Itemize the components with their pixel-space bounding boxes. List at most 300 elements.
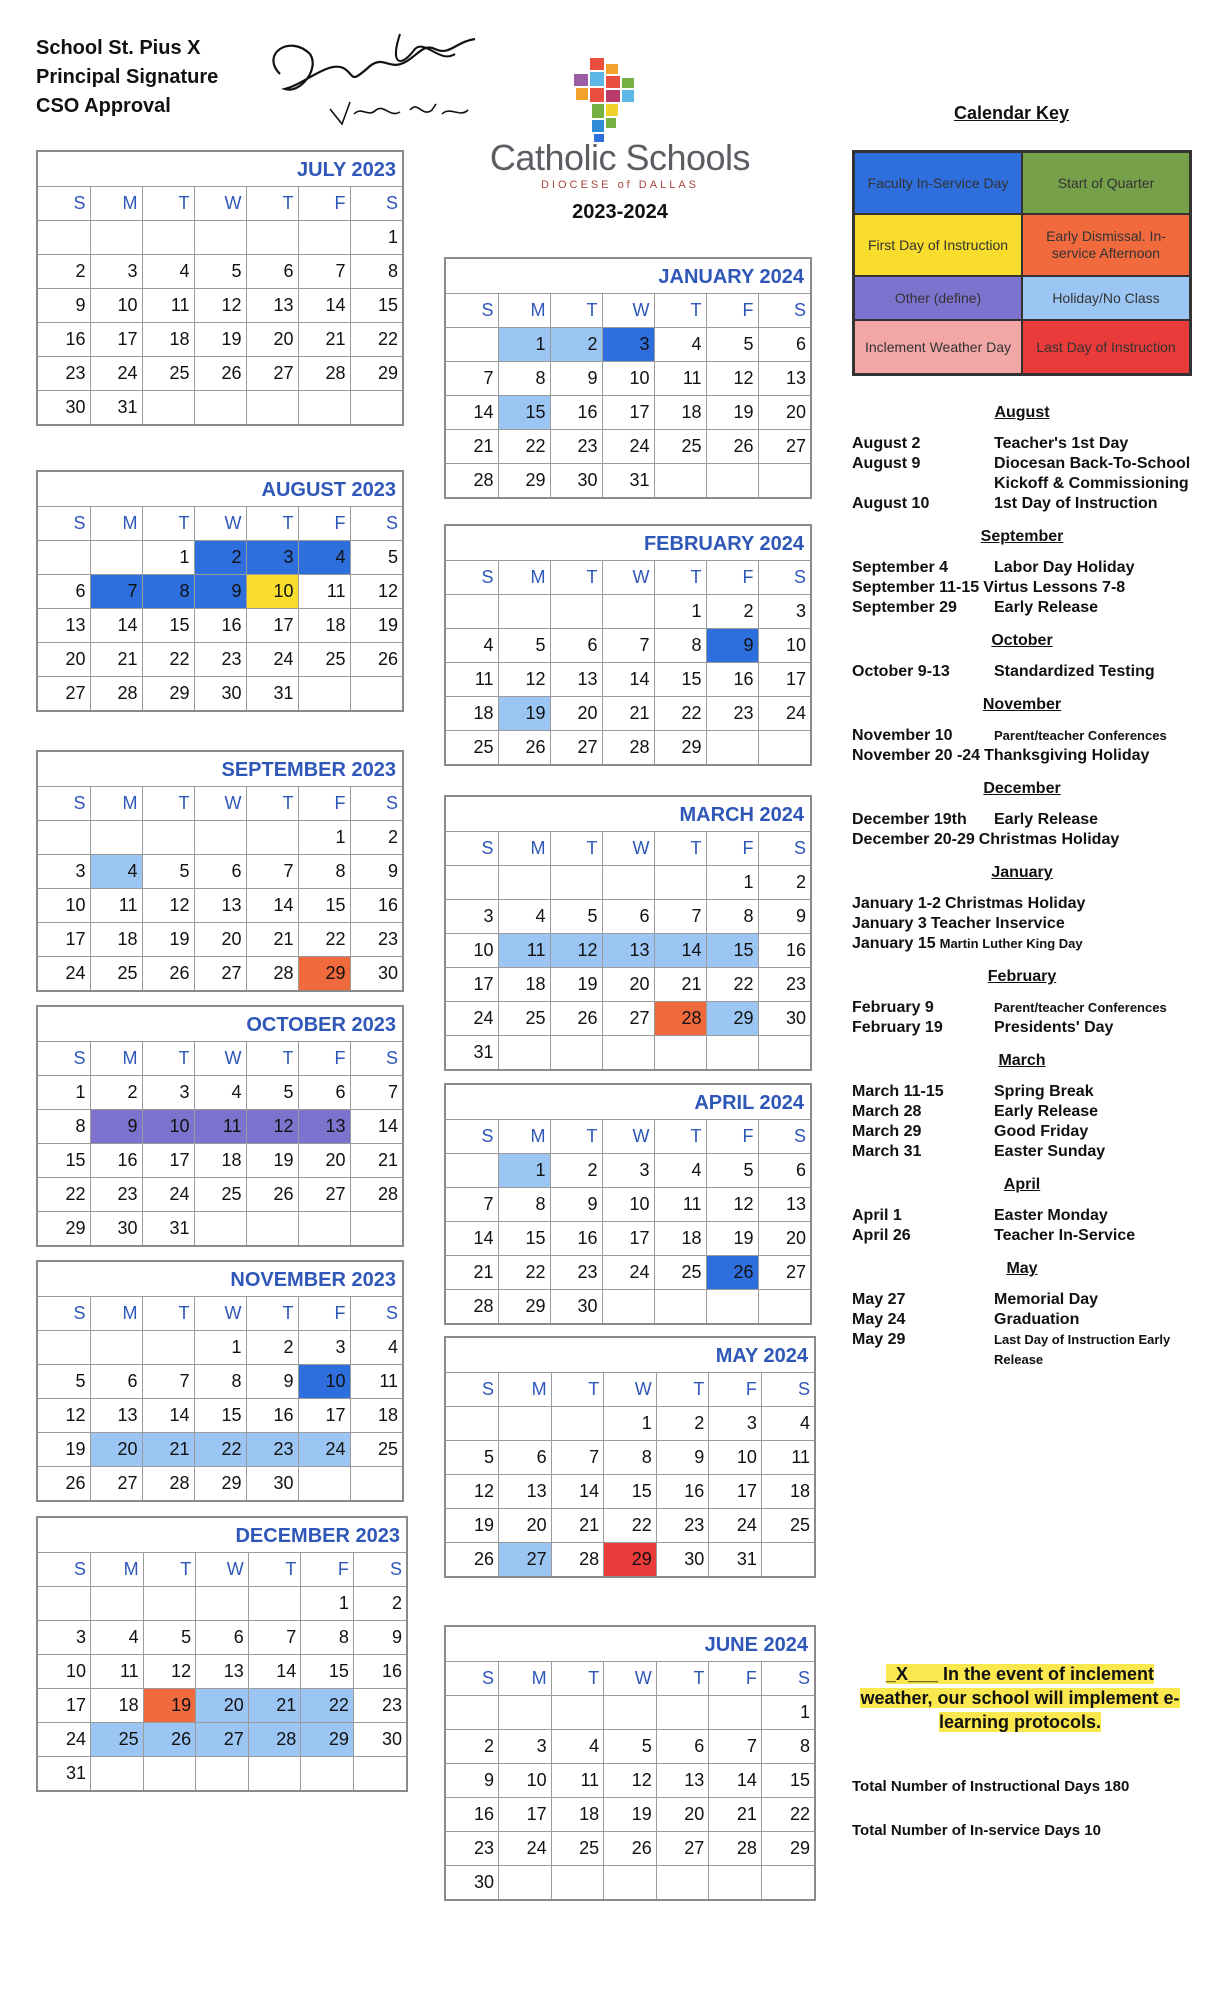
event-text: Labor Day Holiday <box>994 559 1135 576</box>
day-cell: 7 <box>248 1621 301 1655</box>
day-cell: 28 <box>90 677 142 711</box>
day-cell: 16 <box>550 1222 602 1256</box>
day-cell: 26 <box>706 1256 758 1290</box>
empty-cell <box>604 1866 657 1900</box>
weekday-header: S <box>446 1662 499 1696</box>
brand-name: Catholic Schools <box>489 137 751 178</box>
weekday-header: S <box>758 832 810 866</box>
day-cell: 1 <box>761 1696 814 1730</box>
day-cell: 6 <box>499 1441 552 1475</box>
day-cell: 19 <box>350 609 402 643</box>
weekday-header: T <box>246 187 298 221</box>
day-cell: 13 <box>90 1399 142 1433</box>
day-cell: 9 <box>550 362 602 396</box>
event-row <box>852 1102 1192 1122</box>
day-cell: 9 <box>350 855 402 889</box>
event-text: Graduation <box>994 1311 1080 1328</box>
empty-cell <box>498 866 550 900</box>
empty-cell <box>498 1036 550 1070</box>
weekday-header: T <box>654 294 706 328</box>
day-cell: 7 <box>350 1076 402 1110</box>
empty-cell <box>91 1757 144 1791</box>
day-cell: 23 <box>550 1256 602 1290</box>
empty-cell <box>38 541 90 575</box>
school-year: 2023-2024 <box>572 201 668 223</box>
day-cell: 28 <box>654 1002 706 1036</box>
empty-cell <box>498 595 550 629</box>
day-cell: 4 <box>446 629 498 663</box>
event-row <box>852 454 1192 494</box>
day-cell: 12 <box>550 934 602 968</box>
empty-cell <box>446 1154 498 1188</box>
day-cell: 20 <box>38 643 90 677</box>
day-cell: 11 <box>194 1110 246 1144</box>
day-cell: 29 <box>194 1467 246 1501</box>
event-text: Diocesan Back-To-School Kickoff & Commissioning <box>994 455 1191 492</box>
day-cell: 11 <box>761 1441 814 1475</box>
day-cell: 24 <box>38 1723 91 1757</box>
empty-cell <box>499 1407 552 1441</box>
day-cell: 30 <box>90 1212 142 1246</box>
day-cell: 2 <box>656 1407 709 1441</box>
weekday-header: W <box>602 832 654 866</box>
day-cell: 22 <box>142 643 194 677</box>
weekday-header: S <box>761 1662 814 1696</box>
weekday-header: S <box>350 787 402 821</box>
day-cell: 19 <box>498 697 550 731</box>
day-cell: 11 <box>91 1655 144 1689</box>
month-title: NOVEMBER 2023 <box>38 1262 402 1297</box>
month-title: OCTOBER 2023 <box>38 1007 402 1042</box>
weekday-header: T <box>246 1042 298 1076</box>
event-month-heading: November <box>982 696 1062 713</box>
day-cell: 27 <box>499 1543 552 1577</box>
day-cell: 23 <box>350 923 402 957</box>
day-cell: 25 <box>654 430 706 464</box>
day-cell: 26 <box>446 1543 499 1577</box>
empty-cell <box>654 464 706 498</box>
event-row <box>852 434 1192 454</box>
day-cell: 3 <box>499 1730 552 1764</box>
weekday-header: T <box>654 1120 706 1154</box>
empty-cell <box>654 866 706 900</box>
day-cell: 23 <box>656 1509 709 1543</box>
calendar-january-2024 <box>444 257 812 499</box>
day-cell: 11 <box>90 889 142 923</box>
empty-cell <box>194 821 246 855</box>
day-cell: 9 <box>758 900 810 934</box>
day-cell: 17 <box>602 1222 654 1256</box>
day-cell: 7 <box>446 1188 498 1222</box>
signature-graphic <box>250 14 490 134</box>
day-cell: 11 <box>298 575 350 609</box>
day-cell: 30 <box>550 1290 602 1324</box>
day-cell: 1 <box>604 1407 657 1441</box>
day-cell: 15 <box>298 889 350 923</box>
day-cell: 30 <box>194 677 246 711</box>
day-cell: 26 <box>142 957 194 991</box>
day-cell: 31 <box>602 464 654 498</box>
event-date: November 10 <box>852 727 953 744</box>
weekday-header: S <box>38 507 90 541</box>
day-cell: 9 <box>353 1621 406 1655</box>
weekday-header: M <box>91 1553 144 1587</box>
day-cell: 22 <box>350 323 402 357</box>
day-cell: 13 <box>298 1110 350 1144</box>
day-cell: 1 <box>498 328 550 362</box>
day-cell: 11 <box>654 1188 706 1222</box>
day-cell: 31 <box>90 391 142 425</box>
event-month-heading: December <box>983 780 1061 797</box>
empty-cell <box>194 1212 246 1246</box>
day-cell: 4 <box>551 1730 604 1764</box>
day-cell: 6 <box>246 255 298 289</box>
empty-cell <box>709 1696 762 1730</box>
weekday-header: F <box>706 561 758 595</box>
day-cell: 2 <box>550 328 602 362</box>
month-title: JANUARY 2024 <box>446 259 810 294</box>
day-cell: 20 <box>499 1509 552 1543</box>
empty-cell <box>550 1036 602 1070</box>
event-text: Standardized Testing <box>994 663 1155 680</box>
day-cell: 30 <box>350 957 402 991</box>
day-cell: 4 <box>194 1076 246 1110</box>
day-cell: 24 <box>90 357 142 391</box>
event-text: Parent/teacher Conferences <box>994 1000 1167 1015</box>
weekday-header: T <box>246 787 298 821</box>
weekday-header: S <box>758 1120 810 1154</box>
day-cell: 18 <box>194 1144 246 1178</box>
day-cell: 22 <box>604 1509 657 1543</box>
day-cell: 7 <box>142 1365 194 1399</box>
day-cell: 3 <box>758 595 810 629</box>
day-cell: 14 <box>246 889 298 923</box>
day-cell: 8 <box>706 900 758 934</box>
day-cell: 8 <box>761 1730 814 1764</box>
event-row <box>852 934 1192 954</box>
day-cell: 5 <box>350 541 402 575</box>
day-cell: 2 <box>706 595 758 629</box>
weekday-header: W <box>604 1373 657 1407</box>
weekday-header: T <box>246 507 298 541</box>
event-date: April 26 <box>852 1227 911 1244</box>
weekday-header: M <box>498 832 550 866</box>
weekday-header: T <box>654 561 706 595</box>
day-cell: 29 <box>604 1543 657 1577</box>
day-cell: 7 <box>246 855 298 889</box>
event-text: Teacher Inservice <box>930 915 1065 932</box>
day-cell: 2 <box>353 1587 406 1621</box>
weekday-header: M <box>499 1662 552 1696</box>
brand-diocese: DIOCESE of DALLAS <box>541 179 699 191</box>
day-cell: 11 <box>498 934 550 968</box>
day-cell: 11 <box>142 289 194 323</box>
event-text: Spring Break <box>994 1083 1094 1100</box>
day-cell: 7 <box>551 1441 604 1475</box>
day-cell: 26 <box>550 1002 602 1036</box>
event-date: September 29 <box>852 599 957 616</box>
day-cell: 27 <box>550 731 602 765</box>
weekday-header: T <box>550 1120 602 1154</box>
empty-cell <box>298 677 350 711</box>
day-cell: 14 <box>446 396 498 430</box>
brand-block <box>470 138 770 224</box>
day-cell: 2 <box>446 1730 499 1764</box>
day-cell: 4 <box>654 1154 706 1188</box>
day-cell: 23 <box>353 1689 406 1723</box>
weekday-header: T <box>246 1297 298 1331</box>
day-cell: 9 <box>194 575 246 609</box>
day-cell: 8 <box>654 629 706 663</box>
key-item: Other (define) <box>854 276 1022 320</box>
day-cell: 31 <box>446 1036 498 1070</box>
day-cell: 18 <box>654 1222 706 1256</box>
day-cell: 12 <box>604 1764 657 1798</box>
event-month-heading: May <box>1006 1260 1038 1277</box>
empty-cell <box>38 221 90 255</box>
empty-cell <box>90 541 142 575</box>
weekday-header: S <box>38 787 90 821</box>
day-cell: 10 <box>298 1365 350 1399</box>
weekday-header: F <box>298 1297 350 1331</box>
day-cell: 26 <box>194 357 246 391</box>
day-cell: 6 <box>90 1365 142 1399</box>
day-cell: 12 <box>350 575 402 609</box>
empty-cell <box>761 1543 814 1577</box>
key-item: Holiday/No Class <box>1022 276 1190 320</box>
event-text: Teacher's 1st Day <box>994 435 1129 452</box>
day-cell: 16 <box>758 934 810 968</box>
weekday-header: S <box>350 187 402 221</box>
day-cell: 6 <box>758 1154 810 1188</box>
principal-signature-label: Principal Signature <box>36 66 219 88</box>
day-cell: 17 <box>246 609 298 643</box>
weekday-header: S <box>446 294 498 328</box>
empty-cell <box>142 391 194 425</box>
day-cell: 18 <box>350 1399 402 1433</box>
event-row <box>852 1310 1192 1330</box>
day-cell: 5 <box>550 900 602 934</box>
month-title: FEBRUARY 2024 <box>446 526 810 561</box>
day-cell: 13 <box>38 609 90 643</box>
day-cell: 16 <box>38 323 90 357</box>
day-cell: 17 <box>446 968 498 1002</box>
day-cell: 22 <box>498 430 550 464</box>
day-cell: 27 <box>90 1467 142 1501</box>
day-cell: 4 <box>90 855 142 889</box>
empty-cell <box>446 1407 499 1441</box>
day-cell: 10 <box>446 934 498 968</box>
day-cell: 25 <box>91 1723 144 1757</box>
day-cell: 16 <box>446 1798 499 1832</box>
day-cell: 7 <box>654 900 706 934</box>
event-row <box>852 746 1192 766</box>
weekday-header: F <box>706 1120 758 1154</box>
day-cell: 16 <box>656 1475 709 1509</box>
weekday-header: T <box>142 1042 194 1076</box>
day-cell: 31 <box>38 1757 91 1791</box>
day-cell: 30 <box>446 1866 499 1900</box>
weekday-header: W <box>194 787 246 821</box>
weekday-header: T <box>551 1662 604 1696</box>
day-cell: 22 <box>498 1256 550 1290</box>
day-cell: 4 <box>654 328 706 362</box>
weekday-header: T <box>654 832 706 866</box>
day-cell: 22 <box>761 1798 814 1832</box>
day-cell: 14 <box>602 663 654 697</box>
day-cell: 15 <box>604 1475 657 1509</box>
event-text: Memorial Day <box>994 1291 1099 1308</box>
day-cell: 5 <box>143 1621 196 1655</box>
day-cell: 21 <box>654 968 706 1002</box>
empty-cell <box>654 1036 706 1070</box>
day-cell: 8 <box>194 1365 246 1399</box>
day-cell: 6 <box>298 1076 350 1110</box>
empty-cell <box>604 1696 657 1730</box>
calendar-key-title: Calendar Key <box>954 103 1070 123</box>
day-cell: 30 <box>550 464 602 498</box>
day-cell: 6 <box>196 1621 249 1655</box>
day-cell: 24 <box>499 1832 552 1866</box>
day-cell: 20 <box>196 1689 249 1723</box>
day-cell: 14 <box>248 1655 301 1689</box>
day-cell: 29 <box>350 357 402 391</box>
weekday-header: T <box>656 1662 709 1696</box>
empty-cell <box>194 391 246 425</box>
day-cell: 25 <box>761 1509 814 1543</box>
day-cell: 8 <box>301 1621 354 1655</box>
weekday-header: T <box>142 787 194 821</box>
empty-cell <box>350 1212 402 1246</box>
day-cell: 9 <box>38 289 90 323</box>
day-cell: 1 <box>706 866 758 900</box>
day-cell: 3 <box>446 900 498 934</box>
day-cell: 19 <box>194 323 246 357</box>
day-cell: 21 <box>709 1798 762 1832</box>
day-cell: 25 <box>654 1256 706 1290</box>
day-cell: 13 <box>602 934 654 968</box>
day-cell: 10 <box>38 889 90 923</box>
day-cell: 3 <box>38 1621 91 1655</box>
event-row <box>852 1330 1192 1370</box>
day-cell: 1 <box>654 595 706 629</box>
day-cell: 16 <box>194 609 246 643</box>
day-cell: 23 <box>38 357 90 391</box>
day-cell: 15 <box>761 1764 814 1798</box>
weekday-header: M <box>90 787 142 821</box>
day-cell: 24 <box>602 430 654 464</box>
event-date: May 24 <box>852 1311 906 1328</box>
empty-cell <box>758 731 810 765</box>
empty-cell <box>38 821 90 855</box>
weekday-header: M <box>90 1042 142 1076</box>
key-item: Inclement Weather Day <box>854 320 1022 374</box>
day-cell: 17 <box>142 1144 194 1178</box>
calendar-july-2023 <box>36 150 404 426</box>
weekday-header: T <box>551 1373 604 1407</box>
weekday-header: S <box>38 1553 91 1587</box>
day-cell: 26 <box>498 731 550 765</box>
weekday-header: S <box>350 1297 402 1331</box>
day-cell: 2 <box>194 541 246 575</box>
event-date: August 2 <box>852 435 921 452</box>
key-item: Faculty In-Service Day <box>854 152 1022 214</box>
day-cell: 5 <box>706 328 758 362</box>
month-title: JULY 2023 <box>38 152 402 187</box>
month-title: DECEMBER 2023 <box>38 1518 406 1553</box>
weekday-header: T <box>550 294 602 328</box>
weekday-header: W <box>602 294 654 328</box>
day-cell: 15 <box>142 609 194 643</box>
day-cell: 11 <box>446 663 498 697</box>
event-date: September 4 <box>852 559 949 576</box>
day-cell: 10 <box>758 629 810 663</box>
month-title: JUNE 2024 <box>446 1627 814 1662</box>
empty-cell <box>246 221 298 255</box>
day-cell: 26 <box>38 1467 90 1501</box>
day-cell: 1 <box>194 1331 246 1365</box>
weekday-header: M <box>90 187 142 221</box>
day-cell: 25 <box>350 1433 402 1467</box>
day-cell: 8 <box>498 362 550 396</box>
day-cell: 9 <box>246 1365 298 1399</box>
event-text: Last Day of Instruction Early Release <box>994 1332 1171 1367</box>
day-cell: 21 <box>446 1256 498 1290</box>
day-cell: 17 <box>298 1399 350 1433</box>
weekday-header: S <box>446 1373 499 1407</box>
total-instructional-days: Total Number of Instructional Days 180 <box>852 1778 1130 1795</box>
calendar-march-2024 <box>444 795 812 1071</box>
day-cell: 18 <box>446 697 498 731</box>
event-date: March 11-15 <box>852 1083 944 1100</box>
day-cell: 21 <box>551 1509 604 1543</box>
day-cell: 13 <box>194 889 246 923</box>
key-item: Last Day of Instruction <box>1022 320 1190 374</box>
day-cell: 28 <box>709 1832 762 1866</box>
weekday-header: T <box>143 1553 196 1587</box>
empty-cell <box>706 464 758 498</box>
empty-cell <box>298 391 350 425</box>
empty-cell <box>246 821 298 855</box>
empty-cell <box>761 1866 814 1900</box>
event-date: October 9-13 <box>852 663 950 680</box>
day-cell: 11 <box>654 362 706 396</box>
day-cell: 5 <box>246 1076 298 1110</box>
weekday-header: T <box>142 1297 194 1331</box>
day-cell: 30 <box>758 1002 810 1036</box>
day-cell: 15 <box>301 1655 354 1689</box>
weekday-header: T <box>142 187 194 221</box>
event-month-heading: August <box>994 404 1050 421</box>
day-cell: 18 <box>298 609 350 643</box>
day-cell: 12 <box>194 289 246 323</box>
day-cell: 14 <box>551 1475 604 1509</box>
day-cell: 14 <box>142 1399 194 1433</box>
day-cell: 19 <box>706 396 758 430</box>
day-cell: 6 <box>194 855 246 889</box>
day-cell: 10 <box>142 1110 194 1144</box>
day-cell: 20 <box>550 697 602 731</box>
day-cell: 20 <box>90 1433 142 1467</box>
day-cell: 27 <box>656 1832 709 1866</box>
calendar-may-2024 <box>444 1336 816 1578</box>
day-cell: 21 <box>246 923 298 957</box>
weekday-header: S <box>446 832 498 866</box>
empty-cell <box>758 1290 810 1324</box>
weekday-header: T <box>656 1373 709 1407</box>
day-cell: 23 <box>758 968 810 1002</box>
day-cell: 8 <box>38 1110 90 1144</box>
